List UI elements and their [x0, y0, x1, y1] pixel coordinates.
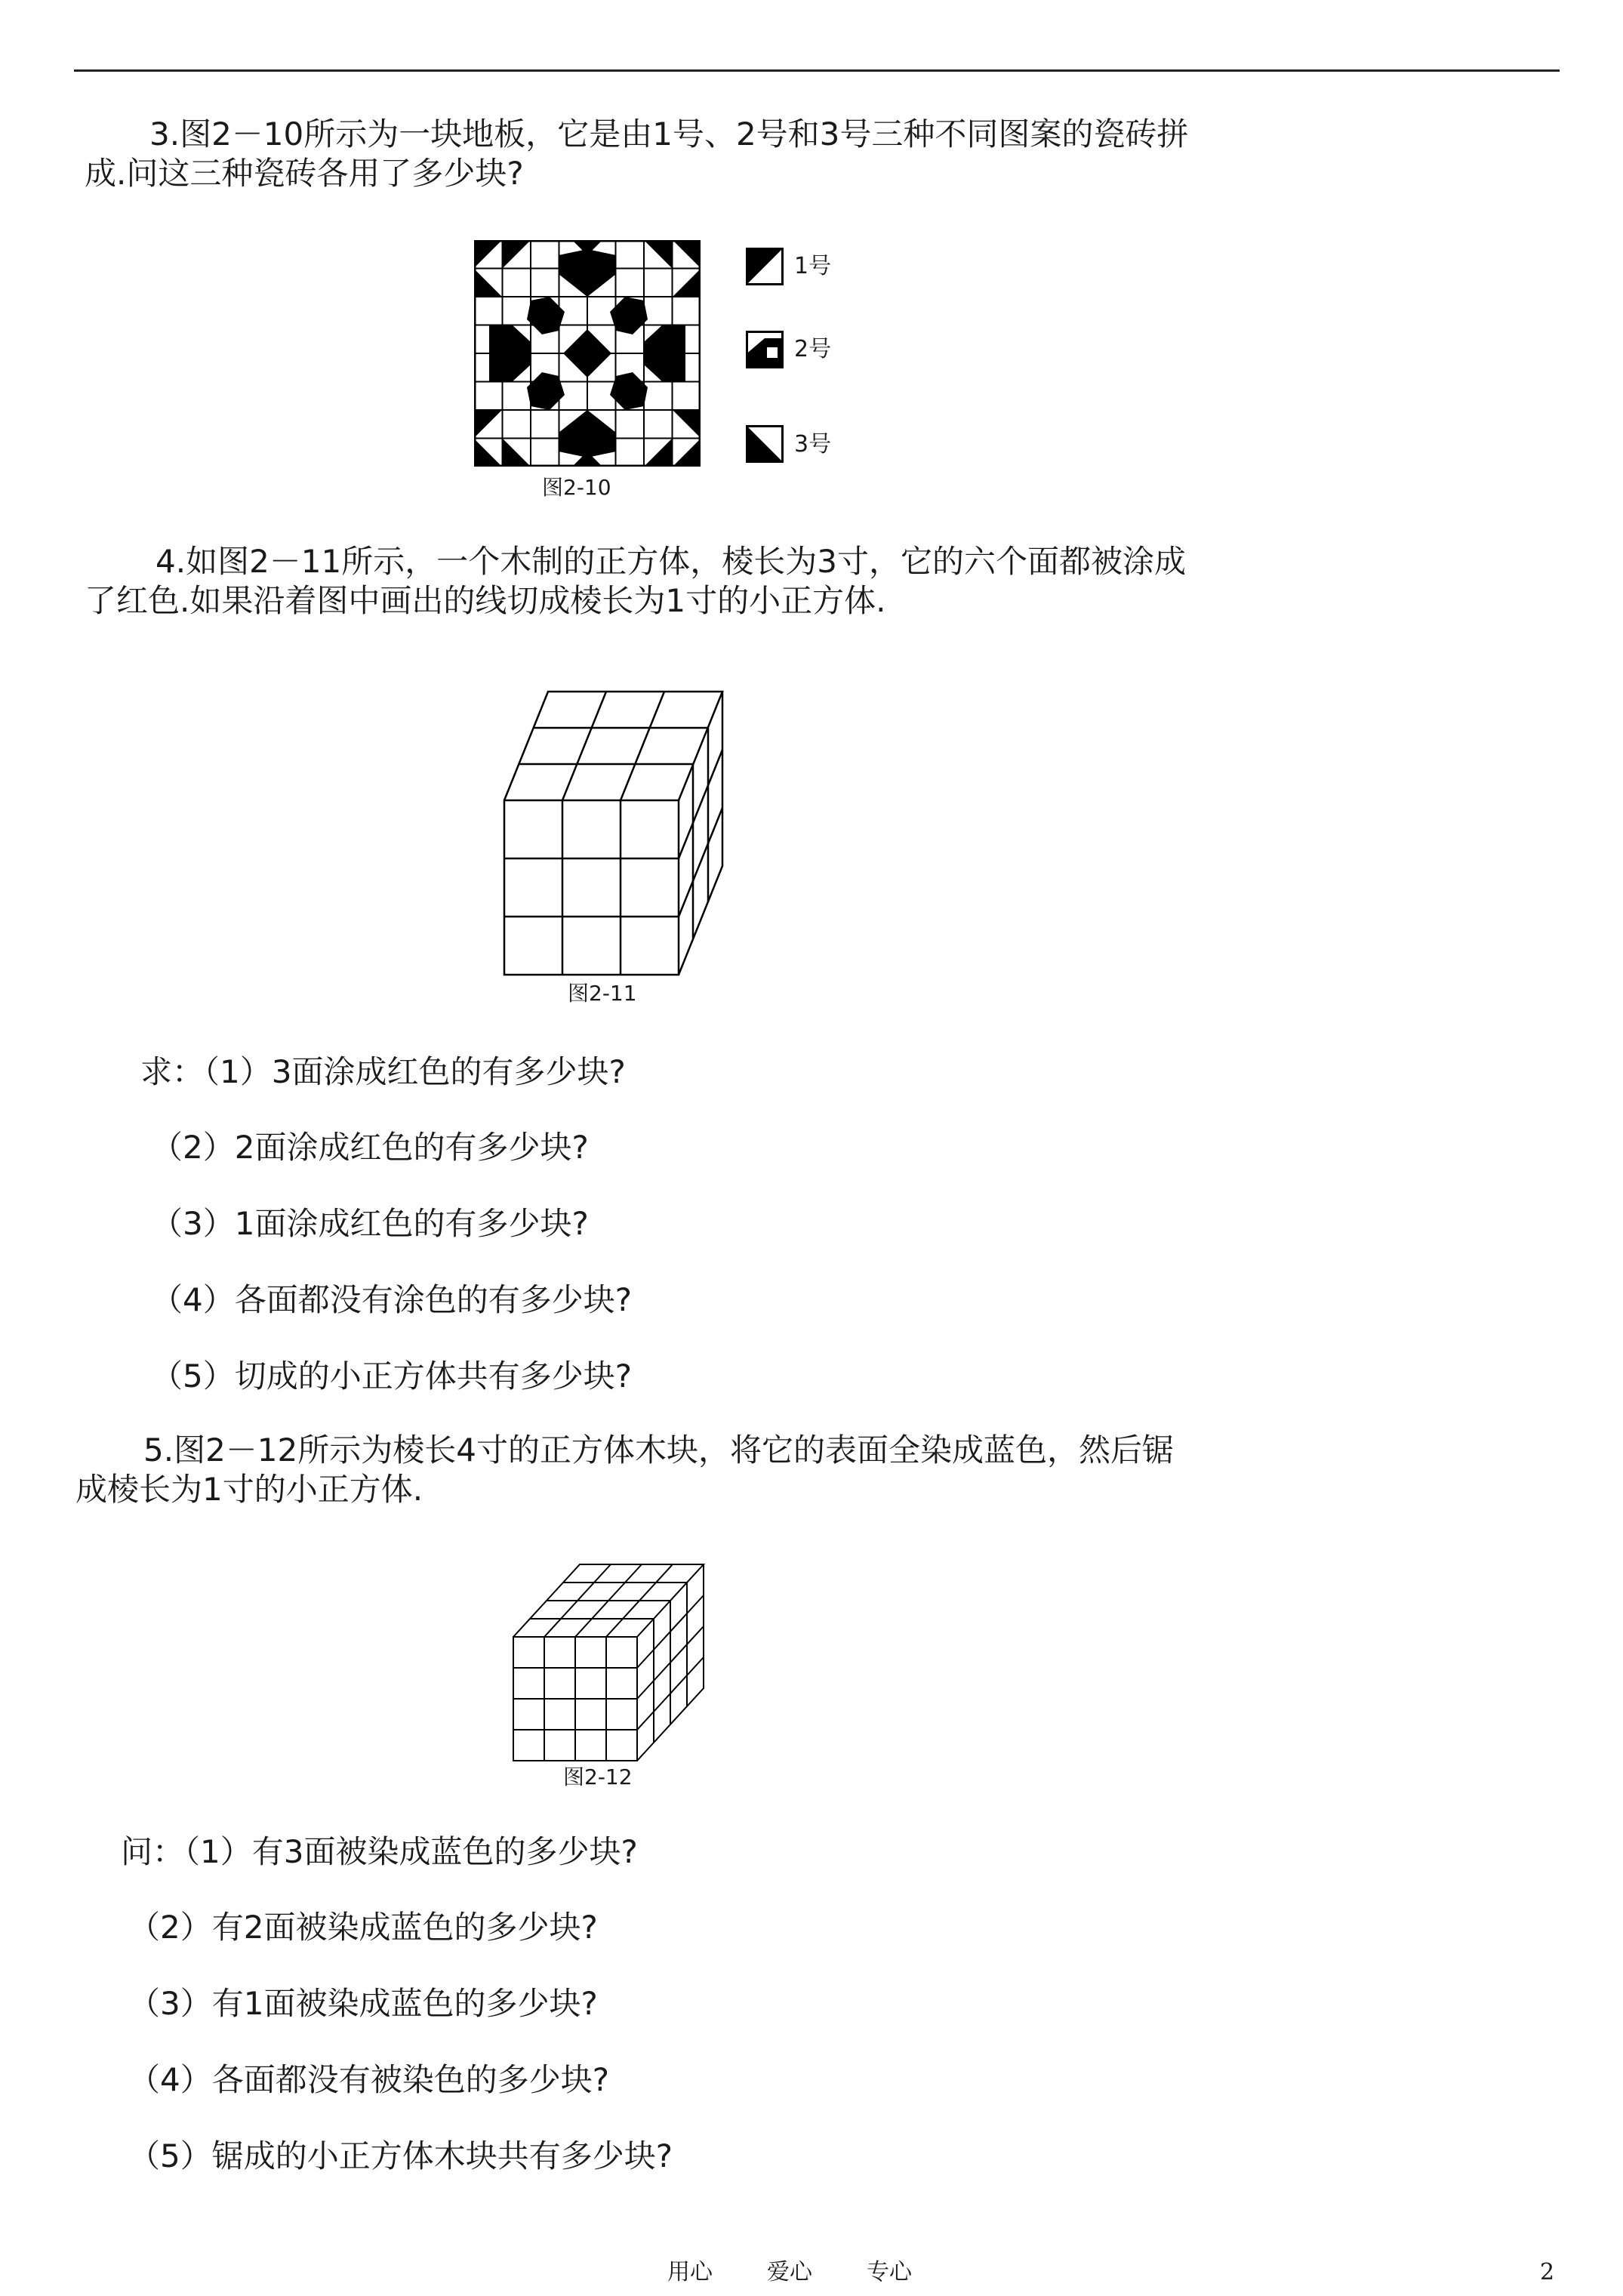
tile-3-icon	[746, 425, 784, 463]
problem4-text-line1: 4.如图2－11所示，一个木制的正方体，棱长为3寸，它的六个面都被涂成	[156, 543, 1186, 580]
cube-3x3-figure	[498, 686, 815, 980]
problem5-question-5: （5）锯成的小正方体木块共有多少块?	[128, 2137, 673, 2174]
footer-text-3: 专心	[867, 2259, 912, 2285]
problem3-text-line2: 成.问这三种瓷砖各用了多少块?	[85, 155, 524, 192]
problem3-text-line1: 3.图2－10所示为一块地板，它是由1号、2号和3号三种不同图案的瓷砖拼	[149, 116, 1189, 153]
tile-3-label: 3号	[794, 431, 832, 458]
cube-4x4-figure	[507, 1555, 734, 1767]
figure-2-10-caption: 图2-10	[542, 475, 611, 500]
problem4-question-3: （3）1面涂成红色的有多少块?	[151, 1205, 589, 1242]
problem5-question-2: （2）有2面被染成蓝色的多少块?	[128, 1909, 598, 1946]
header-rule	[74, 69, 1560, 72]
problem5-text-line1: 5.图2－12所示为棱长4寸的正方体木块，将它的表面全染成蓝色，然后锯	[143, 1432, 1174, 1469]
tile-1-label: 1号	[794, 253, 832, 279]
problem4-text-line2: 了红色.如果沿着图中画出的线切成棱长为1寸的小正方体.	[85, 582, 886, 619]
floor-tile-figure	[474, 240, 701, 467]
problem5-text-line2: 成棱长为1寸的小正方体.	[75, 1471, 423, 1508]
tile-2-icon	[746, 331, 784, 368]
problem5-question-1: 问：（1）有3面被染成蓝色的多少块?	[121, 1833, 638, 1870]
problem4-question-4: （4）各面都没有涂色的有多少块?	[151, 1281, 633, 1318]
problem4-question-1: 求：（1）3面涂成红色的有多少块?	[140, 1053, 626, 1090]
problem5-question-4: （4）各面都没有被染色的多少块?	[128, 2061, 610, 2098]
figure-2-12-caption: 图2-12	[563, 1764, 633, 1789]
tile-2-label: 2号	[794, 336, 832, 362]
problem5-question-3: （3）有1面被染成蓝色的多少块?	[128, 1985, 598, 2022]
tile-1-icon	[746, 248, 784, 285]
footer-text-2: 爱心	[767, 2259, 812, 2285]
footer-text-1: 用心	[667, 2259, 713, 2285]
page-number: 2	[1540, 2259, 1555, 2285]
figure-2-11-caption: 图2-11	[568, 981, 637, 1006]
problem4-question-2: （2）2面涂成红色的有多少块?	[151, 1129, 589, 1166]
problem4-question-5: （5）切成的小正方体共有多少块?	[151, 1358, 633, 1395]
